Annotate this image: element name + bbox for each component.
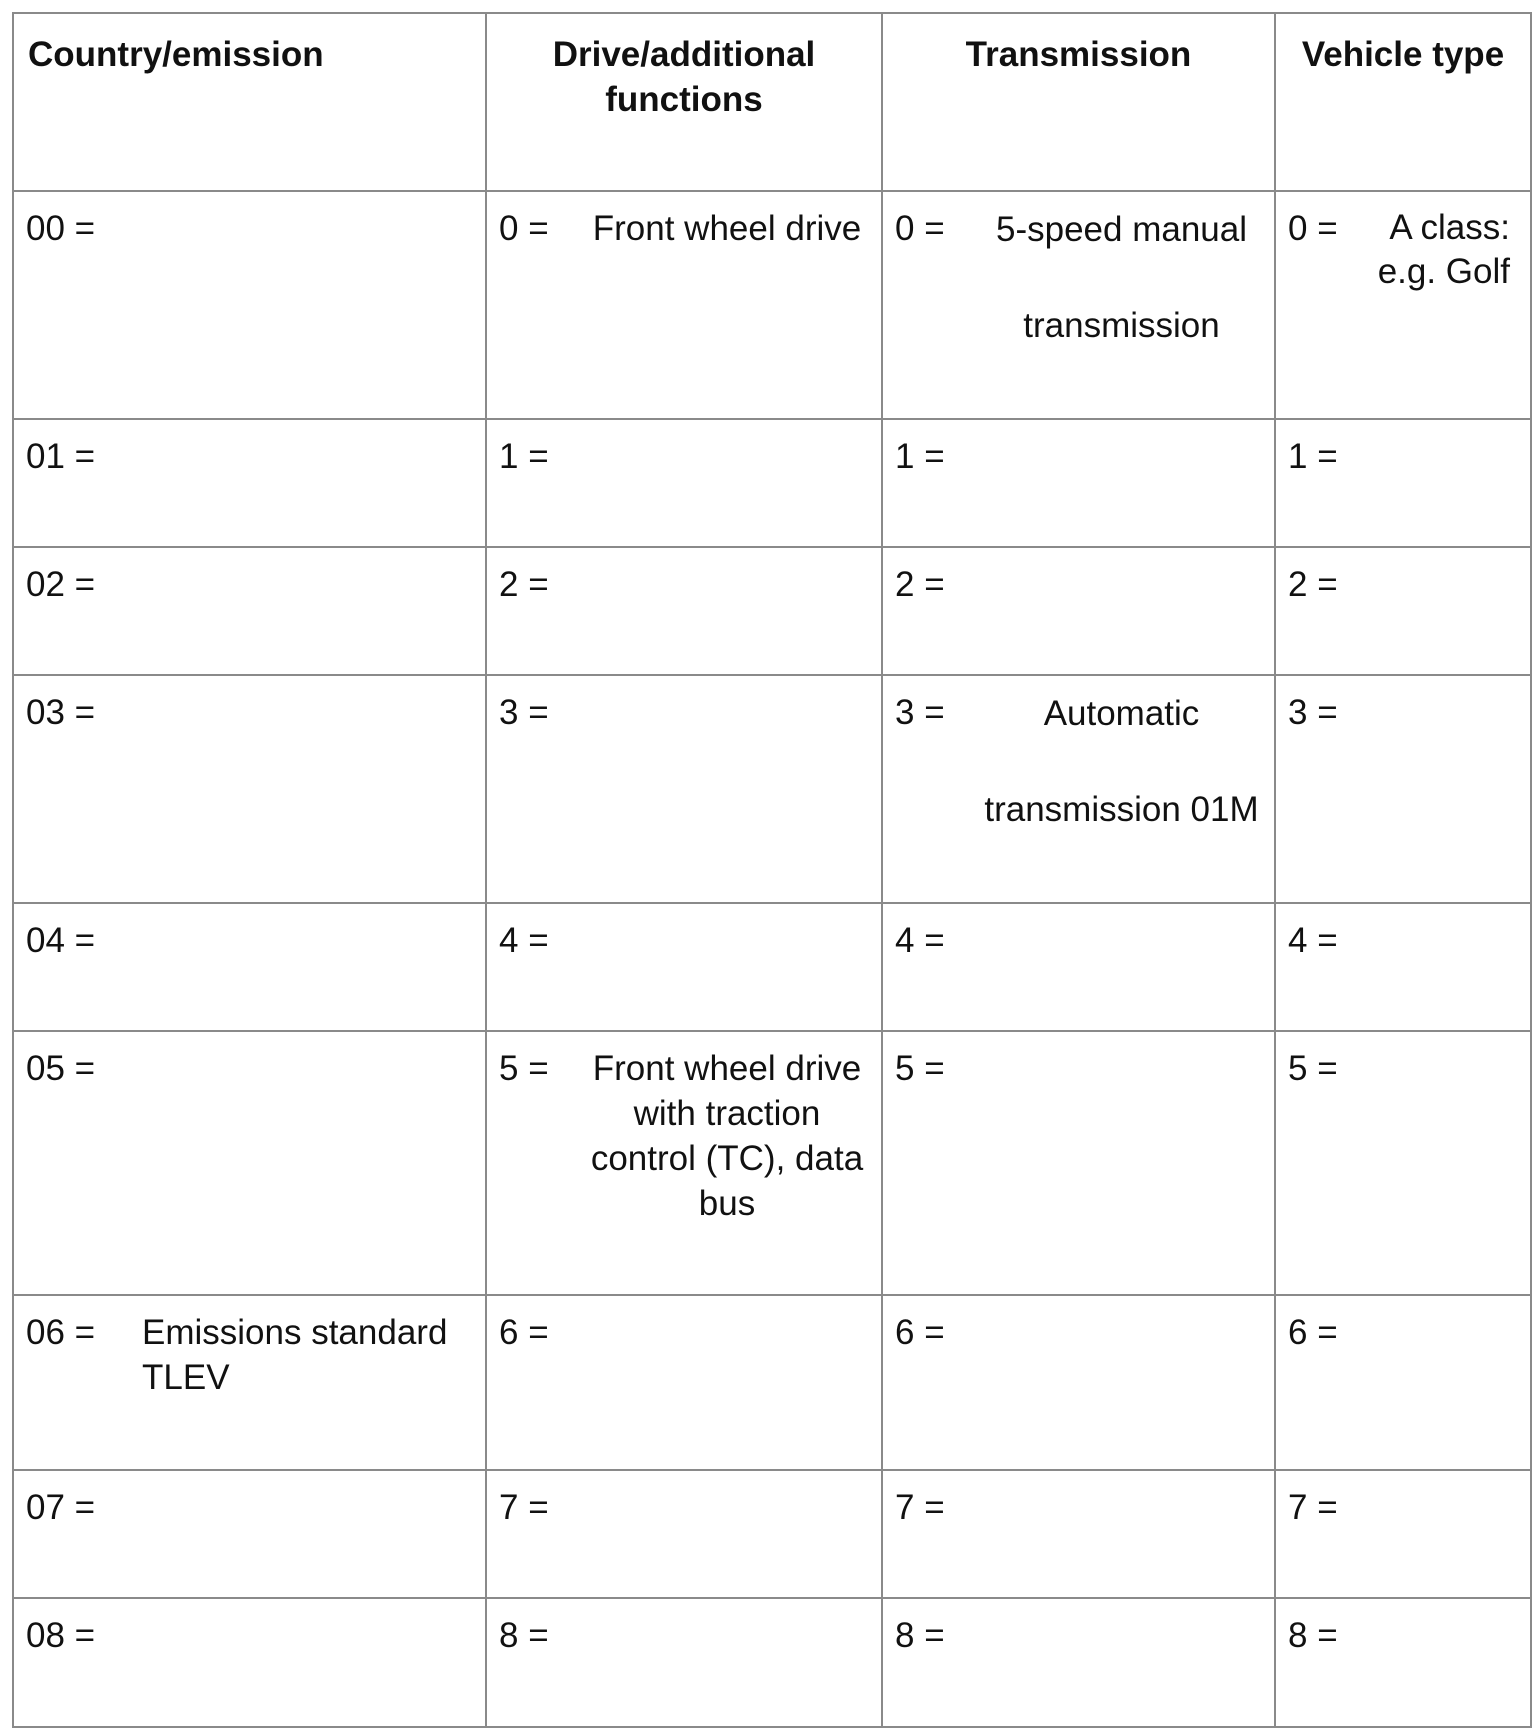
code-label: 1 = [1288, 437, 1338, 476]
code-label: 4 = [1288, 921, 1338, 960]
table-row [13, 419, 1531, 547]
code-label: 6 = [1288, 1313, 1338, 1352]
header-country-emission: Country/emission [13, 13, 486, 191]
cell-drive-functions [486, 1031, 882, 1295]
cell-drive-functions [486, 1598, 882, 1727]
cell-vehicle-type [1275, 547, 1531, 675]
table-row [13, 1470, 1531, 1598]
code-label: 00 = [26, 209, 96, 248]
code-label: 6 = [895, 1313, 945, 1352]
description [579, 918, 875, 963]
code-label: 3 = [499, 693, 549, 732]
description [579, 1485, 875, 1530]
cell-vehicle-type [1275, 675, 1531, 903]
cell-transmission [882, 419, 1275, 547]
description: A class: e.g. Golf [1377, 208, 1510, 291]
cell-vehicle-type [1275, 419, 1531, 547]
description [1368, 434, 1524, 479]
header-drive-functions: Drive/additional functions [486, 13, 882, 191]
cell-vehicle-type [1275, 1031, 1531, 1295]
description [1368, 690, 1524, 735]
cell-drive-functions [486, 547, 882, 675]
cell-country-emission [13, 1031, 486, 1295]
code-label: 5 = [895, 1049, 945, 1088]
cell-transmission [882, 1295, 1275, 1470]
description [122, 690, 479, 735]
description [579, 690, 875, 735]
cell-drive-functions [486, 1295, 882, 1470]
code-label: 04 = [26, 921, 96, 960]
description [1368, 918, 1524, 963]
code-label: 8 = [895, 1616, 945, 1655]
cell-country-emission [13, 675, 486, 903]
description [975, 562, 1268, 607]
cell-transmission [882, 191, 1275, 419]
code-label: 7 = [1288, 1488, 1338, 1527]
description [579, 562, 875, 607]
code-label: 2 = [1288, 565, 1338, 604]
table-row [13, 903, 1531, 1031]
code-label: 5 = [1288, 1049, 1338, 1088]
description: 5-speed manual transmission [996, 210, 1247, 345]
header-vehicle-type: Vehicle type [1275, 13, 1531, 191]
description [1368, 1046, 1524, 1091]
description [975, 434, 1268, 479]
cell-country-emission [13, 1470, 486, 1598]
description [122, 562, 479, 607]
cell-country-emission [13, 1295, 486, 1470]
code-label: 02 = [26, 565, 96, 604]
description [122, 1613, 479, 1658]
code-label: 7 = [499, 1488, 549, 1527]
description [579, 1613, 875, 1658]
description [1368, 1613, 1524, 1658]
cell-drive-functions [486, 419, 882, 547]
description [1368, 1310, 1524, 1355]
table-row [13, 191, 1531, 419]
code-label: 08 = [26, 1616, 96, 1655]
description: Front wheel drive [592, 209, 862, 248]
cell-vehicle-type [1275, 1598, 1531, 1727]
cell-country-emission [13, 419, 486, 547]
description [975, 1485, 1268, 1530]
description: Automatic transmission 01M [984, 694, 1259, 829]
description [122, 434, 479, 479]
cell-drive-functions [486, 675, 882, 903]
cell-country-emission [13, 1598, 486, 1727]
code-label: 3 = [895, 693, 945, 732]
cell-transmission [882, 1598, 1275, 1727]
code-label: 3 = [1288, 693, 1338, 732]
table-row [13, 547, 1531, 675]
code-label: 4 = [499, 921, 549, 960]
cell-transmission [882, 547, 1275, 675]
description [975, 1613, 1268, 1658]
code-label: 07 = [26, 1488, 96, 1527]
cell-country-emission [13, 547, 486, 675]
cell-transmission [882, 1470, 1275, 1598]
description [579, 434, 875, 479]
code-label: 05 = [26, 1049, 96, 1088]
header-row [13, 13, 1531, 191]
cell-country-emission [13, 191, 486, 419]
code-label: 0 = [499, 209, 549, 248]
code-label: 1 = [499, 437, 549, 476]
coding-table [12, 12, 1532, 1728]
description [122, 1485, 479, 1530]
description [975, 918, 1268, 963]
cell-country-emission [13, 903, 486, 1031]
cell-vehicle-type [1275, 1470, 1531, 1598]
table-row [13, 675, 1531, 903]
cell-transmission [882, 1031, 1275, 1295]
table-row [13, 1598, 1531, 1727]
code-label: 1 = [895, 437, 945, 476]
description [122, 1046, 479, 1091]
header-transmission: Transmission [882, 13, 1275, 191]
description [975, 1046, 1268, 1091]
cell-transmission [882, 903, 1275, 1031]
code-label: 03 = [26, 693, 96, 732]
code-label: 8 = [499, 1616, 549, 1655]
code-label: 0 = [895, 209, 945, 248]
cell-drive-functions [486, 1470, 882, 1598]
code-label: 7 = [895, 1488, 945, 1527]
code-label: 2 = [895, 565, 945, 604]
code-label: 8 = [1288, 1616, 1338, 1655]
code-label: 2 = [499, 565, 549, 604]
description [1368, 562, 1524, 607]
cell-vehicle-type [1275, 903, 1531, 1031]
code-label: 5 = [499, 1049, 549, 1088]
cell-vehicle-type [1275, 1295, 1531, 1470]
cell-transmission [882, 675, 1275, 903]
cell-drive-functions [486, 903, 882, 1031]
table-row [13, 1295, 1531, 1470]
description [579, 1310, 875, 1355]
code-label: 4 = [895, 921, 945, 960]
description [975, 1310, 1268, 1355]
description: Emissions standard TLEV [142, 1313, 448, 1397]
code-label: 0 = [1288, 209, 1338, 248]
description [122, 206, 479, 251]
description [122, 918, 479, 963]
code-label: 06 = [26, 1313, 96, 1352]
description [1368, 1485, 1524, 1530]
code-label: 6 = [499, 1313, 549, 1352]
cell-vehicle-type [1275, 191, 1531, 419]
cell-drive-functions [486, 191, 882, 419]
description: Front wheel drive with traction control (TC), data bus [590, 1049, 864, 1223]
table-row [13, 1031, 1531, 1295]
code-label: 01 = [26, 437, 96, 476]
